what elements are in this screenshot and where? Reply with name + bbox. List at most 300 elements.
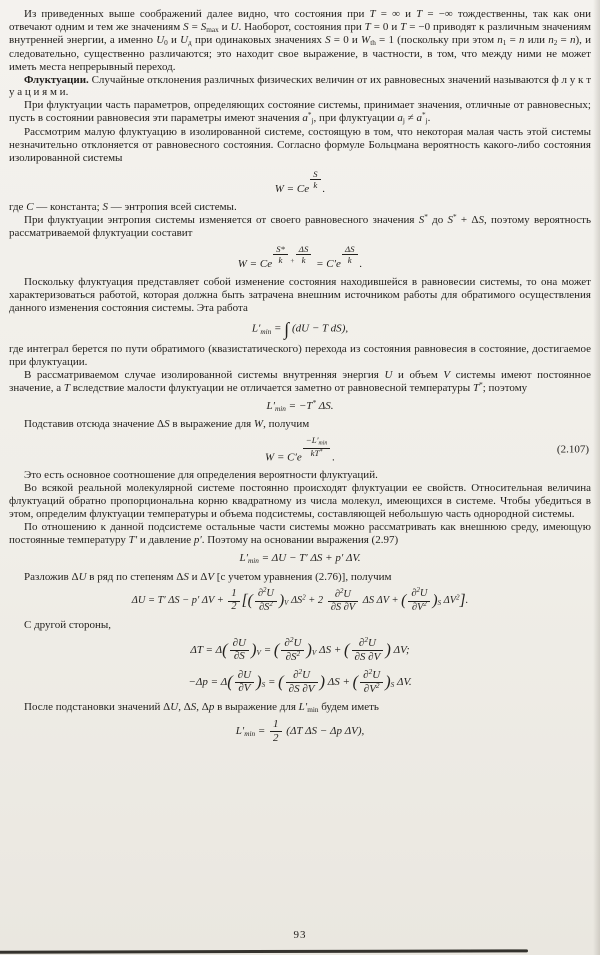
superscript: * xyxy=(421,111,426,120)
italic-run: V xyxy=(382,595,389,607)
paragraph-other-side xyxy=(9,619,591,632)
subscript: th xyxy=(370,39,376,48)
text-run: ≠ xyxy=(404,112,417,125)
subscript: min xyxy=(244,730,256,739)
text-run: , Δ xyxy=(196,700,209,713)
formula-lmin-final xyxy=(9,719,591,744)
italic-run: S xyxy=(418,213,425,226)
text-run: = 0 и xyxy=(370,20,401,33)
fraction: $\frac{1}{2}$ xyxy=(270,719,282,744)
italic-run: T xyxy=(63,381,71,394)
superscript: 2 xyxy=(423,601,427,609)
text-run: В рассматриваемом случае изолированной системы внутренняя энергия xyxy=(24,368,385,381)
subscript: 0 xyxy=(164,39,168,48)
text-run: = −0 приводят к различным значениям внутренней энергии, а именно xyxy=(9,20,591,47)
subscript: S xyxy=(261,680,266,689)
italic-run: V xyxy=(352,552,358,565)
italic-run: T xyxy=(306,399,313,412)
text-run: = xyxy=(557,34,570,47)
italic-run: ∂S xyxy=(259,601,270,613)
formula-min-work-integral xyxy=(9,320,591,338)
italic-run: T xyxy=(400,20,407,33)
text-run: − xyxy=(286,552,300,565)
text-run: Δ xyxy=(343,552,353,565)
bracket: ( xyxy=(401,592,407,610)
superscript: 2 xyxy=(298,668,303,677)
superscript: * xyxy=(307,111,312,120)
italic-run: S xyxy=(325,399,331,412)
text-run: Это есть основное соотношение для определения вероятности флуктуаций. xyxy=(24,469,378,482)
text-run: После подстановки значений Δ xyxy=(24,700,171,713)
italic-run: ∂V xyxy=(238,682,251,695)
italic-run: T xyxy=(369,8,376,20)
italic-run: p xyxy=(202,675,208,688)
italic-run: U xyxy=(367,637,376,650)
formula-fluctuation-probability xyxy=(9,245,591,271)
superscript: 2 xyxy=(368,667,373,676)
bracket: ( xyxy=(227,671,233,691)
italic-run: S xyxy=(325,34,331,47)
formula-min-work-subsystem xyxy=(9,552,591,565)
fraction xyxy=(408,588,430,613)
italic-run: ∂ xyxy=(293,669,299,682)
text-run: Δ xyxy=(288,595,298,607)
italic-run: S xyxy=(311,725,318,738)
italic-run: S xyxy=(325,643,332,656)
fraction xyxy=(235,670,254,695)
paragraph-entropy-change xyxy=(9,214,591,240)
subscript: д xyxy=(188,39,192,48)
text-run: ), xyxy=(357,725,365,738)
bracket: ) xyxy=(256,671,262,691)
italic-run: W xyxy=(265,451,275,464)
text-run: в выражение для xyxy=(214,700,299,713)
text-run: + Δ xyxy=(456,213,479,226)
text-run: . xyxy=(330,399,334,412)
formula-delta-p xyxy=(9,669,591,696)
bracket: ) xyxy=(278,592,285,610)
text-run: + xyxy=(388,595,402,607)
italic-run: ∂U xyxy=(232,636,247,649)
italic-run: V xyxy=(351,725,358,738)
formula-min-work-entropy xyxy=(9,400,591,413)
subscript: j xyxy=(402,117,405,126)
text-run: будем иметь xyxy=(318,700,379,713)
superscript: 2 xyxy=(416,587,420,595)
italic-run: V xyxy=(403,675,409,688)
subscript: min xyxy=(307,705,319,714)
text-run: . xyxy=(408,675,412,688)
formula-du-expansion xyxy=(9,588,591,613)
italic-run: U xyxy=(137,595,146,607)
italic-run: L′ xyxy=(266,399,276,412)
italic-run: S xyxy=(368,595,375,607)
subscript: j xyxy=(425,117,428,126)
italic-run: U xyxy=(266,588,274,600)
italic-run: C′e xyxy=(326,257,341,270)
paragraph-after-substitution xyxy=(9,701,591,714)
italic-run: S xyxy=(316,552,323,565)
formula-boltzmann-probability xyxy=(9,170,591,196)
text-run: = xyxy=(145,595,158,607)
italic-run: S xyxy=(447,213,454,226)
paragraph-substitute-entropy xyxy=(9,418,591,431)
text-run: Δ xyxy=(165,595,175,607)
text-run: + xyxy=(339,675,353,688)
italic-run: S xyxy=(183,20,189,33)
text-run: = Δ xyxy=(207,675,228,688)
italic-run: Ce xyxy=(259,257,273,270)
text-run: Δ xyxy=(199,595,208,607)
text-run: + xyxy=(322,552,336,565)
text-run: Δ xyxy=(390,643,401,656)
italic-run: p′ xyxy=(193,534,202,547)
paragraph-integral-path xyxy=(9,343,591,369)
text-run: . Поэтому на основании выражения (2.97) xyxy=(201,534,399,547)
italic-run: S xyxy=(297,595,303,607)
text-run: , поэтому вероятность рассматриваемой флуктуации составит xyxy=(9,213,591,239)
text-run: − xyxy=(309,322,323,335)
paragraph-where-constants xyxy=(9,201,591,214)
text-run: Поскольку флуктуация представляет собой изменение состояния находившейся в равновесии системы, то она может характеризоваться работой, которая должна быть затрачена внешним источником работы для обратимого осуществления данного изменения состояния системы. Эта работа xyxy=(9,275,591,314)
text-run: Δ xyxy=(316,399,326,412)
italic-run: ∂S ∂V xyxy=(288,682,315,695)
italic-run: C xyxy=(26,200,34,213)
text-run: При флуктуации энтропия системы изменяется от своего равновесного значения xyxy=(24,213,419,226)
italic-run: ∂ xyxy=(257,588,263,600)
text-run: при одинаковых значениях xyxy=(191,34,326,47)
italic-run: ∂S ∂V xyxy=(330,601,356,613)
text-run: . xyxy=(332,451,335,464)
bracket: ) xyxy=(251,639,257,659)
italic-run: ∂S ∂V xyxy=(354,650,381,663)
fraction xyxy=(281,637,304,664)
italic-run: ∂S xyxy=(285,651,297,664)
text-run: где интеграл берется по пути обратимого (квазистатического) перехода из состояния равновесия в состояние, достигаемое при флуктуации. xyxy=(9,342,591,368)
text-run: = xyxy=(506,34,520,47)
text-run: Δ xyxy=(316,643,326,656)
formula-2-107 xyxy=(9,436,591,464)
superscript: * xyxy=(312,398,317,407)
italic-run: V xyxy=(400,643,406,656)
fraction xyxy=(360,669,383,696)
italic-run: S xyxy=(334,675,340,688)
bracket: ( xyxy=(344,639,350,659)
italic-run: S xyxy=(190,700,197,713)
italic-run: U xyxy=(230,20,239,33)
italic-run: T xyxy=(364,20,371,33)
italic-run: S xyxy=(200,20,207,33)
text-run: [с учетом уравнения (2.76)], получим xyxy=(214,570,392,583)
subscript: 2 xyxy=(553,39,558,48)
equation-number: (2.107) xyxy=(556,443,589,456)
italic-run: U xyxy=(170,700,179,713)
text-run: ; поэтому xyxy=(482,381,528,394)
text-run: , Δ xyxy=(178,700,191,713)
text-run: . xyxy=(427,112,431,125)
text-run: + xyxy=(214,595,227,607)
text-run: + xyxy=(331,643,344,656)
italic-run: T′ xyxy=(128,534,138,547)
italic-run: L′ xyxy=(239,552,248,565)
text-run: до xyxy=(427,213,448,226)
italic-run: V xyxy=(443,368,451,381)
bracket: [ xyxy=(241,592,248,610)
italic-run: V xyxy=(449,595,457,607)
text-run: = Δ xyxy=(202,643,223,656)
text-run: , при флуктуации xyxy=(313,112,398,125)
bracket: ] xyxy=(459,592,466,610)
text-run: и xyxy=(167,34,181,47)
text-run: Δ xyxy=(441,595,450,607)
italic-run: C′e xyxy=(287,451,302,464)
bracket: ( xyxy=(352,671,359,691)
italic-run: p xyxy=(208,700,215,713)
italic-run: W xyxy=(274,182,284,195)
text-run: Δ xyxy=(341,725,352,738)
exponent-fraction: $\frac{S}{k}$ xyxy=(310,170,320,190)
italic-run: U xyxy=(156,34,165,47)
superscript: 2 xyxy=(289,635,294,644)
subscript: max xyxy=(206,26,219,34)
italic-run: T xyxy=(296,725,303,738)
italic-run: n xyxy=(569,34,576,47)
text-run: Δ xyxy=(307,552,317,565)
superscript: 2 xyxy=(296,650,301,659)
paragraph-fluctuations-definition xyxy=(9,74,591,100)
italic-run: V xyxy=(207,570,215,583)
italic-run: S xyxy=(102,200,108,213)
italic-run: kT xyxy=(310,448,320,459)
superscript: 2 xyxy=(456,594,460,602)
subscript: min xyxy=(318,440,328,447)
italic-run: U xyxy=(384,368,393,381)
superscript: 2 xyxy=(269,601,273,609)
italic-run: U xyxy=(278,552,287,565)
text-run: Из приведенных выше соображений далее видно, что состояния при xyxy=(24,8,370,20)
text-run: Разложив Δ xyxy=(24,570,79,583)
italic-run: S xyxy=(174,595,180,607)
paragraph-small-fluctuation xyxy=(9,126,591,165)
text-run: — константа; xyxy=(33,200,103,213)
subscript: S xyxy=(390,680,395,689)
text-run: = xyxy=(260,643,274,656)
italic-run: U xyxy=(343,588,351,600)
italic-run: S xyxy=(183,570,189,583)
text-run: Δ xyxy=(302,725,312,738)
italic-run: T′ xyxy=(157,595,166,607)
italic-run: L′ xyxy=(298,700,308,713)
text-run: = Δ xyxy=(258,552,279,565)
text-run: С другой стороны, xyxy=(24,618,111,631)
italic-run: a xyxy=(302,112,308,125)
text-run: и Δ xyxy=(188,570,208,583)
text-run: Рассмотрим малую флуктуацию в изолированной системе, состоящую в том, что некоторая малая часть этой системы незначительно отклоняется от равновесного состояния. Согласно формуле Больцмана вероятность какого-либо состояния изолированной системы xyxy=(9,125,591,164)
italic-run: T′ xyxy=(299,552,308,565)
bracket: ) xyxy=(385,639,391,659)
italic-run: S xyxy=(478,213,484,226)
text-run: Δ xyxy=(374,595,383,607)
italic-run: L′ xyxy=(311,435,319,446)
bracket: ) xyxy=(306,639,312,659)
bracket: ( xyxy=(247,592,253,610)
integral-sign: ∫ xyxy=(284,318,290,339)
subscript: 1 xyxy=(502,39,507,48)
italic-run: T xyxy=(196,643,203,656)
italic-run: p xyxy=(336,725,342,738)
italic-run: ∂ xyxy=(358,637,365,650)
text-run: = xyxy=(271,322,285,335)
fraction xyxy=(328,589,358,614)
subscript: min xyxy=(248,557,259,566)
italic-run: U xyxy=(180,34,189,47)
fraction: $\frac{1}{2}$ xyxy=(228,589,239,613)
formula-delta-t xyxy=(9,637,591,664)
italic-run: U xyxy=(302,669,311,682)
superscript: * xyxy=(319,449,323,456)
text-run: = xyxy=(246,257,260,270)
italic-run: W xyxy=(361,34,371,47)
italic-run: L′ xyxy=(251,322,261,335)
italic-run: ∂ xyxy=(411,588,417,600)
superscript: * xyxy=(479,380,483,389)
text-run: − xyxy=(179,595,192,607)
superscript: 2 xyxy=(302,594,306,602)
superscript: 2 xyxy=(364,636,368,645)
text-run: = xyxy=(265,675,279,688)
bracket: ( xyxy=(273,639,280,659)
subscript: V xyxy=(311,648,317,657)
scan-edge-artifact xyxy=(0,949,528,953)
text-run: = 1 (поскольку при этом xyxy=(375,34,498,47)
text-run: в ряд по степеням Δ xyxy=(86,570,184,583)
bracket: ) xyxy=(385,671,391,691)
text-run: −Δ xyxy=(188,675,203,688)
text-run: ( xyxy=(289,322,296,335)
text-run: = ∞ и xyxy=(375,8,417,20)
subscript: V xyxy=(256,648,261,657)
italic-run: p′ xyxy=(335,552,344,565)
text-run: По отношению к данной подсистеме остальные части системы можно рассматривать как внешнюю среду, имеющую постоянные температуру xyxy=(9,521,591,547)
formula-2-107-row xyxy=(9,436,591,464)
text-run: = 0 и xyxy=(330,34,362,47)
text-run: ; xyxy=(405,643,410,656)
text-run: Δ xyxy=(394,675,404,688)
italic-run: U xyxy=(78,570,87,583)
text-run: ), и следовательно, существенно различаются; это находит свое выражение, в частности, в том, что между ними не может иметь места непрерывный переход. xyxy=(9,34,591,73)
italic-run: n xyxy=(548,34,554,47)
text-run: (Δ xyxy=(283,725,297,738)
bold-run: Флуктуации. xyxy=(24,73,89,86)
italic-run: Ce xyxy=(296,182,310,195)
text-run: + 2 xyxy=(305,595,326,607)
text-run: = − xyxy=(285,399,307,412)
superscript: * xyxy=(424,212,428,221)
italic-run: U xyxy=(293,636,302,649)
text-run: вследствие малости флуктуации не отличается заметно от равновесной температуры xyxy=(70,381,473,394)
italic-run: W xyxy=(237,257,247,270)
italic-run: W xyxy=(253,418,264,431)
text-run: . xyxy=(359,257,363,270)
italic-run: ∂ xyxy=(334,588,340,600)
paragraph-main-relation xyxy=(9,469,591,482)
text-run: и объем xyxy=(392,368,444,381)
text-run: = xyxy=(274,451,288,464)
text-run: Δ xyxy=(325,675,335,688)
italic-run: U xyxy=(419,588,428,600)
italic-run: a xyxy=(416,112,422,125)
superscript: + xyxy=(289,256,295,265)
text-run: . Наоборот, состояния при xyxy=(238,20,365,33)
text-run: . xyxy=(357,552,361,565)
fraction xyxy=(286,669,318,695)
superscript: 2 xyxy=(375,682,380,691)
italic-run: T dS xyxy=(322,322,342,335)
subscript: j xyxy=(311,117,314,126)
text-run: . xyxy=(465,595,469,607)
italic-run: T xyxy=(472,381,480,394)
text-run: системы имеют постоянное значение, а xyxy=(9,368,591,394)
text-run: , получим xyxy=(263,418,310,431)
text-run: в выражение для xyxy=(169,418,254,431)
text-run: = xyxy=(283,182,297,195)
paragraph-isolated-system xyxy=(9,369,591,395)
italic-run: V xyxy=(207,595,215,607)
text-run: Подставив отсюда значение Δ xyxy=(24,418,165,431)
italic-run: ∂ xyxy=(363,668,369,681)
italic-run: ∂ xyxy=(284,636,290,649)
text-run: и давление xyxy=(137,534,194,547)
italic-run: ∂V xyxy=(363,683,376,696)
text-run: или xyxy=(524,34,549,47)
text-run: и xyxy=(218,20,231,33)
text-run: . xyxy=(322,182,326,195)
text-run: Δ xyxy=(190,643,197,656)
italic-run: ∂U xyxy=(237,668,252,681)
bracket: ( xyxy=(278,671,284,691)
italic-run: T xyxy=(416,8,423,20)
italic-run: S xyxy=(164,418,170,431)
fraction xyxy=(352,637,384,663)
italic-run: n xyxy=(497,34,503,47)
italic-run: dU xyxy=(295,322,310,335)
text-run: − xyxy=(305,435,312,446)
italic-run: n xyxy=(519,34,525,47)
text-run: При флуктуации часть параметров, определяющих состояние системы, принимает значения, отличные от равновесных; пусть в состоянии равновесия эти параметры имеют значения xyxy=(9,99,591,125)
paragraph-work-characterization xyxy=(9,276,591,315)
text-run: − Δ xyxy=(317,725,337,738)
text-run: = −∞ тождественны, так как они отвечают одним и тем же значениям xyxy=(9,8,592,33)
exponent-fraction: $\frac{S*}{k}$ xyxy=(273,245,288,265)
paragraph-molecular-system xyxy=(9,482,591,521)
italic-run: ∂S xyxy=(233,650,245,663)
page-number: 93 xyxy=(293,929,307,942)
superscript: 2 xyxy=(339,587,344,595)
italic-run: L′ xyxy=(235,725,245,738)
italic-run: ∂V xyxy=(411,601,424,613)
bracket: ) xyxy=(432,592,438,610)
subscript: S xyxy=(437,600,442,608)
text-run: Δ xyxy=(360,595,369,607)
exponent-fraction: $\frac{\Delta S}{k}$ xyxy=(296,245,312,265)
italic-run: a xyxy=(397,112,403,125)
italic-run: U xyxy=(372,668,381,681)
paragraph-expansion-intro xyxy=(9,571,591,584)
fraction xyxy=(230,638,249,663)
superscript: 2 xyxy=(262,587,267,595)
paragraph-temperature-states xyxy=(9,8,591,74)
paragraph-subsystem-environment xyxy=(9,521,591,547)
